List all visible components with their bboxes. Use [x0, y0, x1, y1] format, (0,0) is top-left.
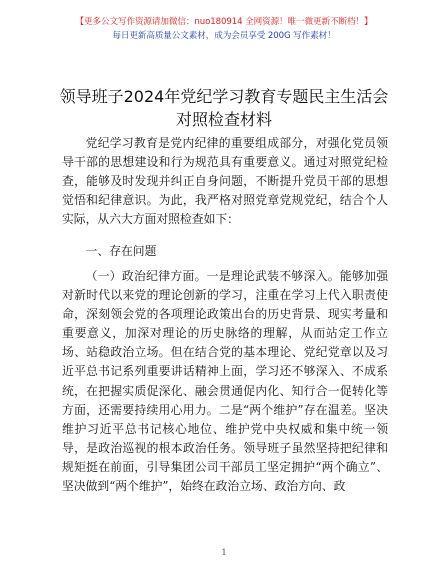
section1-paragraph: （一）政治纪律方面。一是理论武装不够深入。能够加强对新时代以来党的理论创新的学习，注重在学习上代入职责使命，深刻领会党的各项理论政策出台的历史背景、现实考量和重要意义，加深对理论的历史脉络的理解，从而站定工作立场、站稳政治立场。但在结合党的基本理论、党纪党章以及习近平总书记系列重要讲话精神上面，学习还不够深入、不成系统，在把握实质促深化、融会贯通促内化、知行合一促转化等方面，还需要持续用心用力。二是“两个维护”存在温差。坚决维护习近平总书记核心地位、维护党中央权威和集中统一领导，是政治巡视的根本政治任务。领导班子虽然坚持把纪律和规矩挺在前面，引导集团公司干部员工坚定拥护“两个确立”、坚决做到“两个维护”，始终在政治立场、政治方向、政 — [62, 269, 388, 494]
document-title-line-2: 对照检查材料 — [175, 110, 272, 129]
intro-block — [62, 134, 388, 229]
document-title-line-1: 领导班子2024年党纪学习教育专题民主生活会 — [59, 87, 389, 106]
section1-block — [62, 267, 388, 496]
intro-paragraph: 党纪学习教育是党内纪律的重要组成部分，对强化党员领导干部的思想建设和行为规范具有重要意义。通过对照党纪检查，能够及时发现并纠正自身问题，不断提升党员干部的思想觉悟和纪律意识。为此，我严格对照党章党规党纪，结合个人实际，从六大方面对照检查如下： — [62, 136, 388, 227]
section-heading-problems: 一、存在问题 — [85, 244, 157, 258]
page-number: 1 — [221, 548, 227, 557]
promo-banner-line-2: 每日更新高质量公文素材，成为会员享受 200G 写作素材！ — [112, 31, 336, 41]
promo-banner — [0, 0, 448, 42]
promo-banner-line-1: 【更多公文写作资源请加微信：nuo180914 全网资源！唯一微更新不断档！】 — [75, 17, 373, 27]
